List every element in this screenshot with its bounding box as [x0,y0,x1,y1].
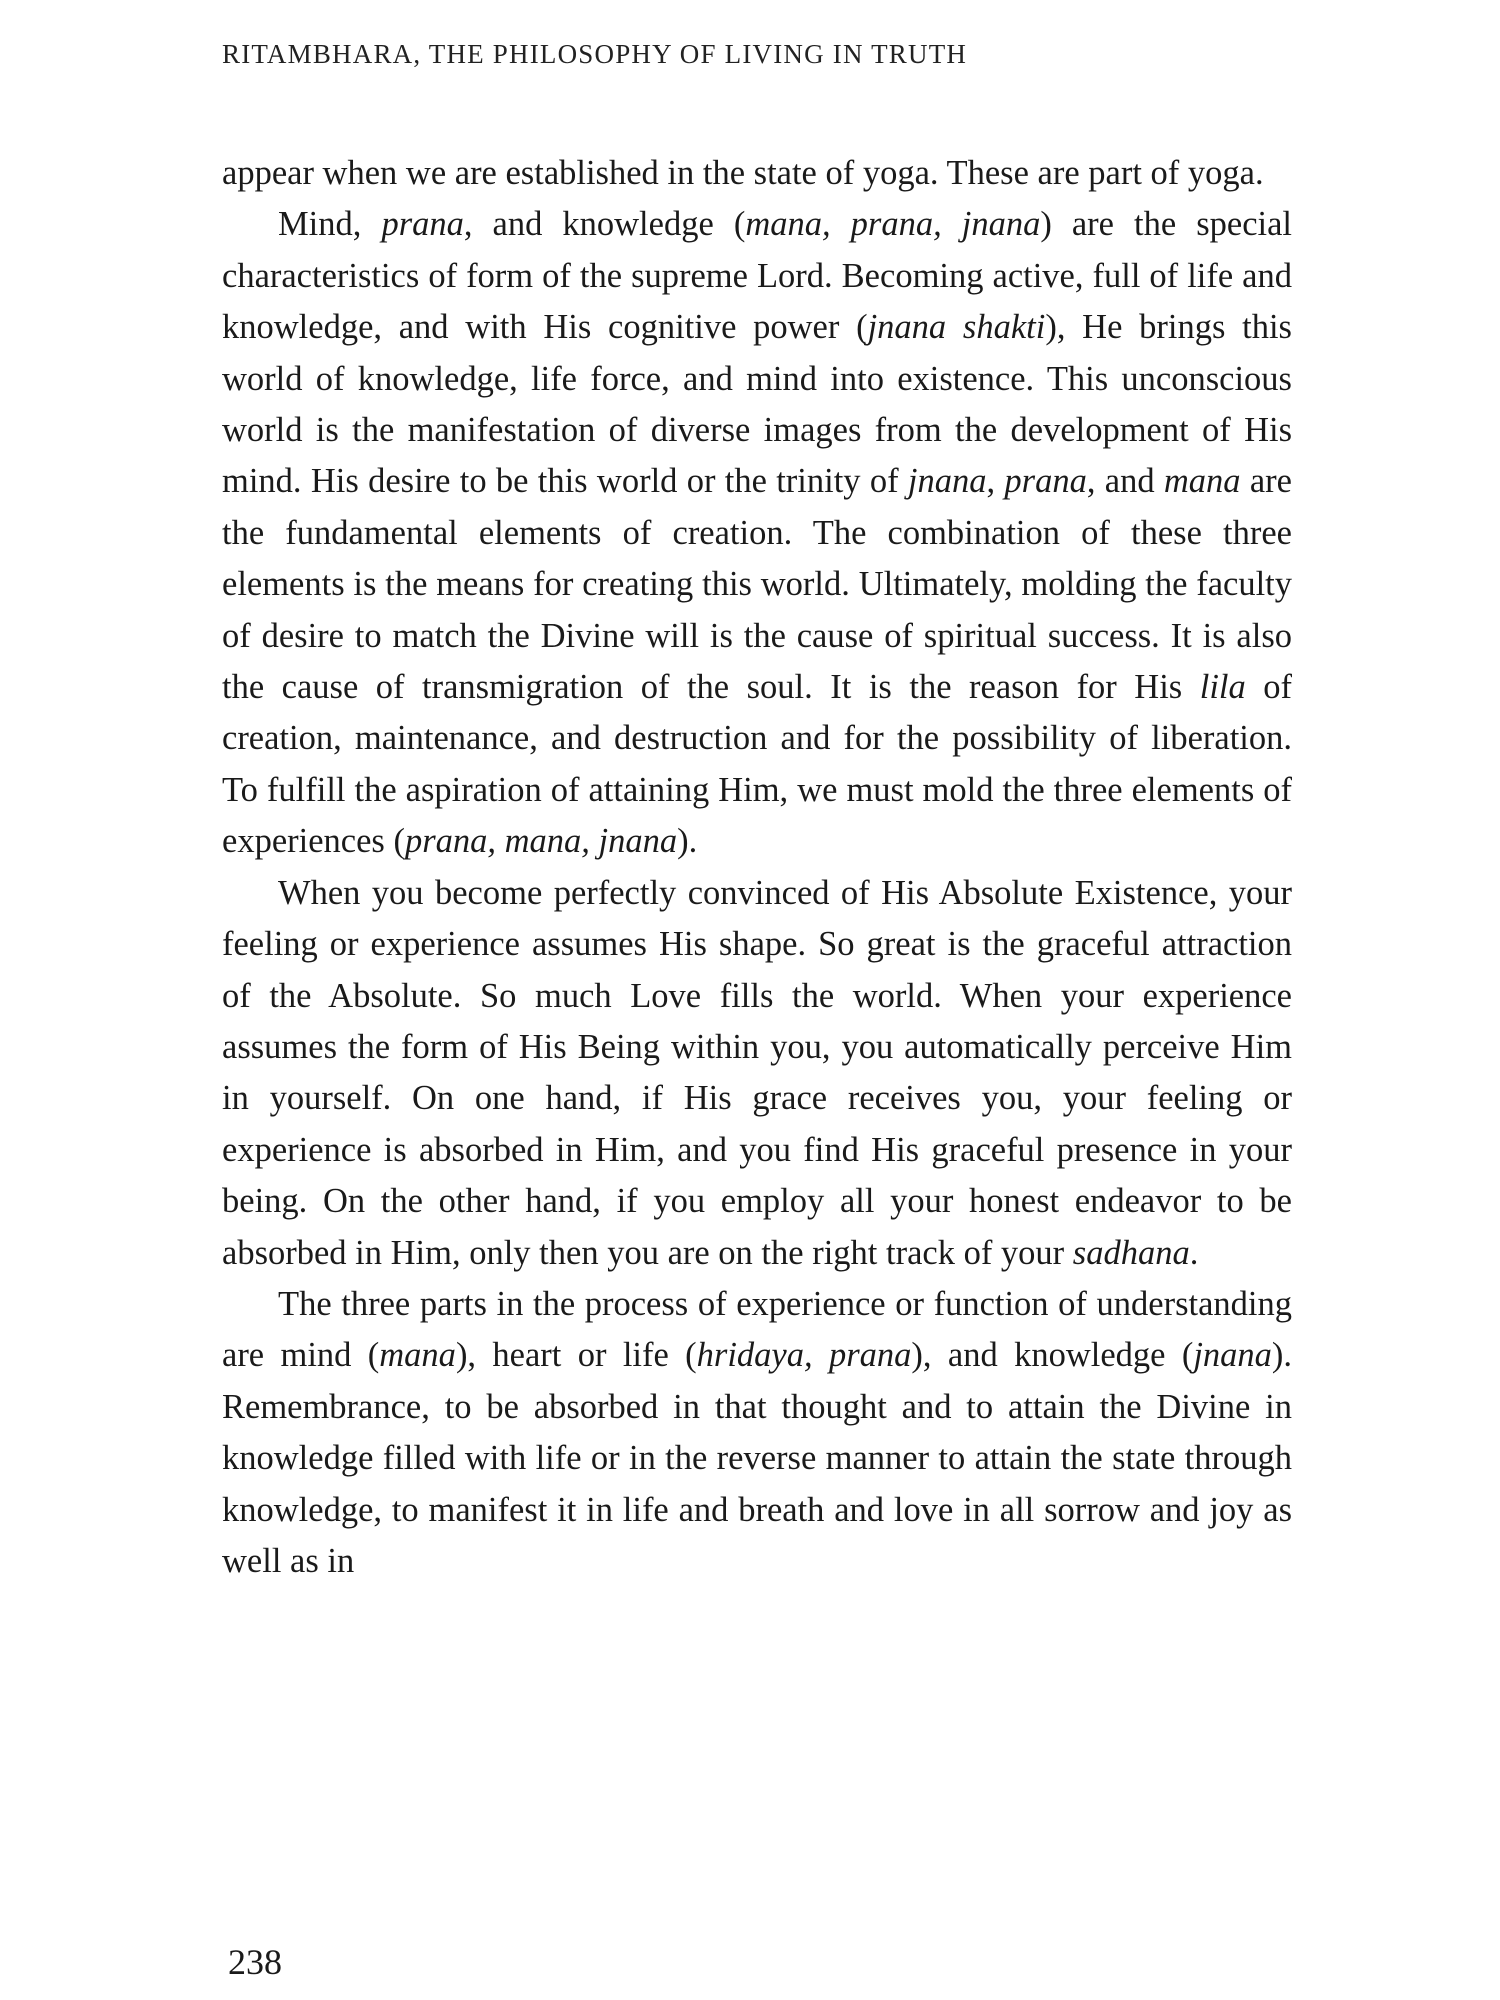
text-run: ), and knowledge ( [911,1336,1194,1375]
running-head: RITAMBHARA, THE PHILOSOPHY OF LIVING IN TRUTH [222,39,968,69]
text-run: are the fundamental elements of creation. The combination of these three elements is the means for creating this world. Ultimately, molding the faculty of desire to match the Divine will is the cause of spiritual success. It is also the cause of transmigration of the soul. It is the reason for His [222,462,1292,707]
italic-term: jnana [907,462,987,501]
text-run: , [986,462,1005,501]
italic-term: sadhana [1072,1233,1190,1272]
text-run: The three parts in the process of experience or function of understanding are mind ( [222,1284,1292,1375]
italic-term: prana [1004,462,1087,501]
italic-term: mana [1163,462,1241,501]
italic-term: jnana [1193,1336,1272,1375]
italic-term: prana, mana, jnana [404,822,678,861]
page-number: 238 [228,1942,282,1982]
text-run: . [1189,1233,1199,1272]
italic-term: lila [1199,668,1246,707]
text-run: , and [1086,462,1164,501]
paragraph-1 [222,148,1292,199]
italic-term: hridaya, prana [696,1336,912,1375]
text-run: Mind, [278,205,382,244]
italic-term: mana, prana, jnana [745,205,1041,244]
text-run: of creation, maintenance, and destruction and for the possibility of liberation. To fulfill the aspiration of attaining Him, we must mold the three elements of experiences ( [222,668,1292,861]
text-run: ). [677,822,698,861]
text-run: ) are the special characteristics of form of the supreme Lord. Becoming active, full of life and knowledge, and with His cognitive power ( [222,205,1292,347]
paragraph-2 [222,199,1292,867]
italic-term: jnana shakti [867,308,1046,347]
text-run: When you become perfectly convinced of His Absolute Existence, your feeling or experience assumes His shape. So great is the graceful attraction of the Absolute. So much Love fills the world. When your experience assumes the form of His Being within you, you automatically perceive Him in yourself. On one hand, if His grace receives you, your feeling or experience is absorbed in Him, and you find His graceful presence in your being. On the other hand, if you employ all your honest endeavor to be absorbed in Him, only then you are on the right track of your [222,873,1292,1272]
text-run: ), He brings this world of knowledge, life force, and mind into existence. This unconscious world is the manifestation of diverse images from the development of His mind. His desire to be this world or the trinity of [222,308,1292,501]
italic-term: prana [381,205,464,244]
text-run: , and knowledge ( [463,205,746,244]
paragraph-4 [222,1279,1292,1587]
text-run: appear when we are established in the state of yoga. These are part of yoga. [222,154,1264,192]
text-run: ). Remembrance, to be absorbed in that thought and to attain the Divine in knowledge filled with life or in the reverse manner to attain the state through knowledge, to manifest it in life and breath and love in all sorrow and joy as well as in [222,1336,1293,1580]
italic-term: mana [379,1336,456,1375]
text-run: ), heart or life ( [455,1336,697,1375]
paragraph-3 [222,868,1292,1279]
body-text [222,148,1292,1587]
